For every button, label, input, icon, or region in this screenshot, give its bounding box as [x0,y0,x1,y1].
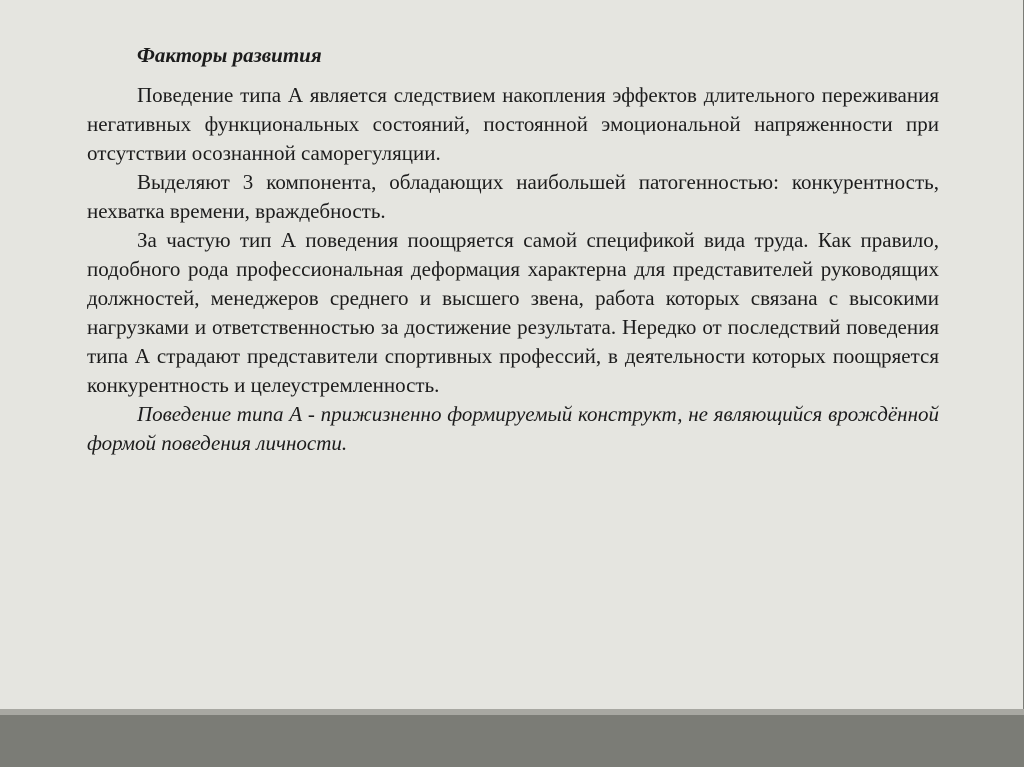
paragraph-4-conclusion: Поведение типа А - прижизненно формируемый конструкт, не являющийся врождённой формой поведения личности. [87,402,939,455]
slide-heading: Факторы развития [137,43,322,67]
paragraph-3: За частую тип А поведения поощряется самой спецификой вида труда. Как правило, подобного рода профессиональная деформация характерна для представителей руководящих должностей, менеджеров среднего и высшего звена, работа которых связана с высокими нагрузками и ответственностью за достижение результата. Нередко от последствий поведения типа А страдают представители спортивных профессий, в деятельности которых поощряется конкурентность и целеустремленность. [87,228,939,397]
paragraph-2: Выделяют 3 компонента, обладающих наибольшей патогенностью: конкурентность, нехватка времени, враждебность. [87,170,939,223]
paragraph-1: Поведение типа А является следствием накопления эффектов длительного переживания негативных функциональных состояний, постоянной эмоциональной напряженности при отсутствии осознанной саморегуляции. [87,83,939,165]
footer-bar-dark [0,715,1024,767]
slide-content [87,40,939,458]
